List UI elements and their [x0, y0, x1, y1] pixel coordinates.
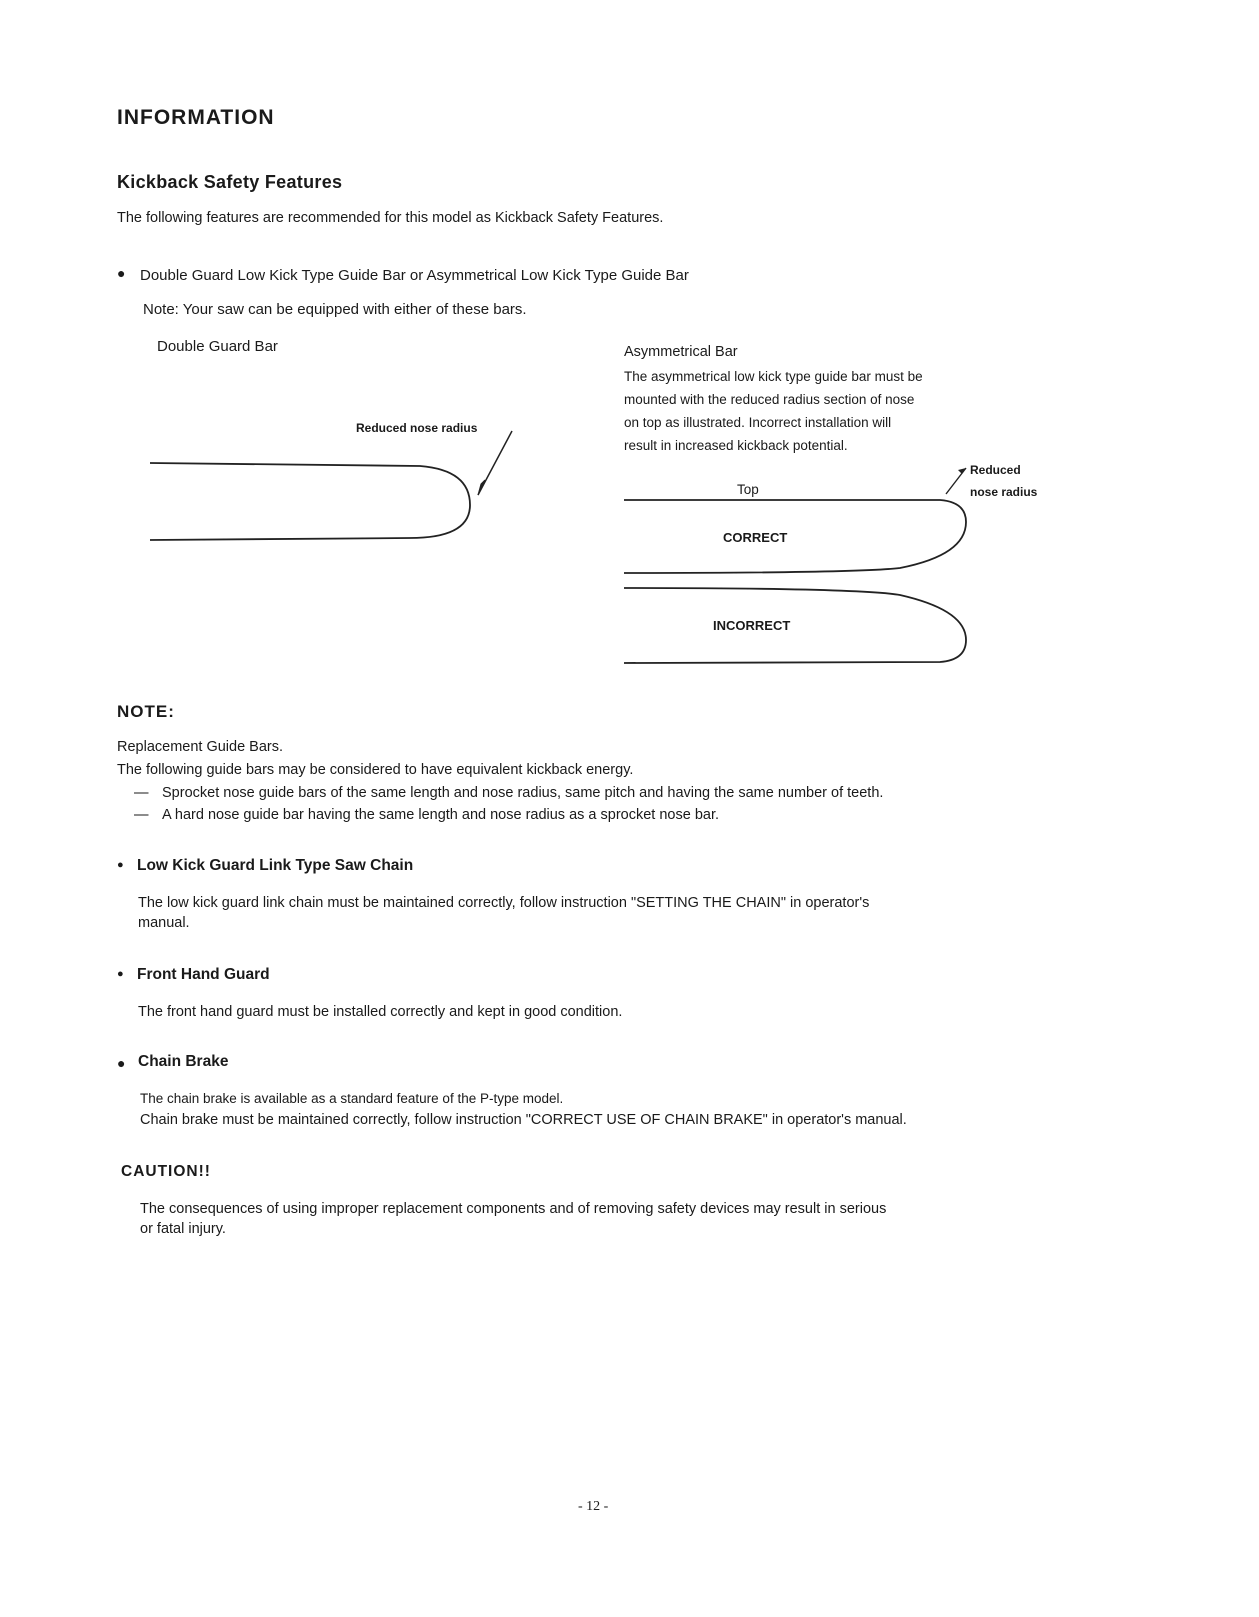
page-number: - 12 -: [578, 1499, 609, 1514]
bullet-icon: ●: [117, 859, 124, 871]
chain-brake-title: Chain Brake: [138, 1053, 229, 1070]
asymmetrical-desc-line: on top as illustrated. Incorrect installation will: [624, 415, 892, 430]
double-guard-caption: Double Guard Bar: [157, 338, 278, 355]
asym-top-label: Top: [737, 482, 759, 497]
saw-chain-line2: manual.: [138, 915, 190, 931]
bullet-icon: ●: [117, 1055, 126, 1071]
item-guide-bar-title: Double Guard Low Kick Type Guide Bar or Asymmetrical Low Kick Type Guide Bar: [140, 267, 689, 284]
chain-brake-line2: Chain brake must be maintained correctly, follow instruction "CORRECT USE OF CHAIN BRAKE" in operator's manual.: [140, 1112, 907, 1128]
dash-icon: —: [134, 785, 149, 801]
page-title: INFORMATION: [117, 106, 275, 129]
note-heading: NOTE:: [117, 702, 175, 721]
note-line2: The following guide bars may be considered to have equivalent kickback energy.: [117, 762, 634, 778]
asym-incorrect-label: INCORRECT: [713, 618, 791, 633]
asymmetrical-desc-line: result in increased kickback potential.: [624, 438, 848, 453]
hand-guard-title: Front Hand Guard: [137, 966, 270, 983]
asymmetrical-caption: Asymmetrical Bar: [624, 344, 738, 360]
item-guide-bar-note: Note: Your saw can be equipped with either of these bars.: [143, 301, 527, 318]
saw-chain-title: Low Kick Guard Link Type Saw Chain: [137, 857, 414, 874]
asym-correct-label: CORRECT: [723, 530, 788, 545]
asym-callout-line1: Reduced: [970, 463, 1021, 477]
asymmetrical-desc-line: mounted with the reduced radius section of nose: [624, 392, 915, 407]
note-line1: Replacement Guide Bars.: [117, 739, 284, 755]
saw-chain-line1: The low kick guard link chain must be maintained correctly, follow instruction "SETTING THE CHAIN" in operator's: [138, 895, 870, 911]
double-guard-callout: Reduced nose radius: [356, 421, 478, 435]
caution-line1: The consequences of using improper replacement components and of removing safety devices may result in serious: [140, 1201, 887, 1217]
kickback-intro: The following features are recommended for this model as Kickback Safety Features.: [117, 210, 664, 226]
caution-line2: or fatal injury.: [140, 1221, 226, 1237]
caution-heading: CAUTION!!: [121, 1163, 211, 1180]
note-item: A hard nose guide bar having the same length and nose radius as a sprocket nose bar.: [162, 807, 720, 823]
section-heading-kickback: Kickback Safety Features: [117, 172, 343, 192]
chain-brake-line1: The chain brake is available as a standard feature of the P-type model.: [140, 1091, 564, 1106]
asymmetrical-desc-line: The asymmetrical low kick type guide bar must be: [624, 369, 923, 384]
hand-guard-line1: The front hand guard must be installed correctly and kept in good condition.: [138, 1004, 623, 1020]
bullet-icon: ●: [117, 968, 124, 980]
asym-callout-line2: nose radius: [970, 485, 1038, 499]
bullet-icon: ●: [117, 265, 126, 281]
dash-icon: —: [134, 807, 149, 823]
note-item: Sprocket nose guide bars of the same length and nose radius, same pitch and having the same number of teeth.: [162, 785, 884, 801]
